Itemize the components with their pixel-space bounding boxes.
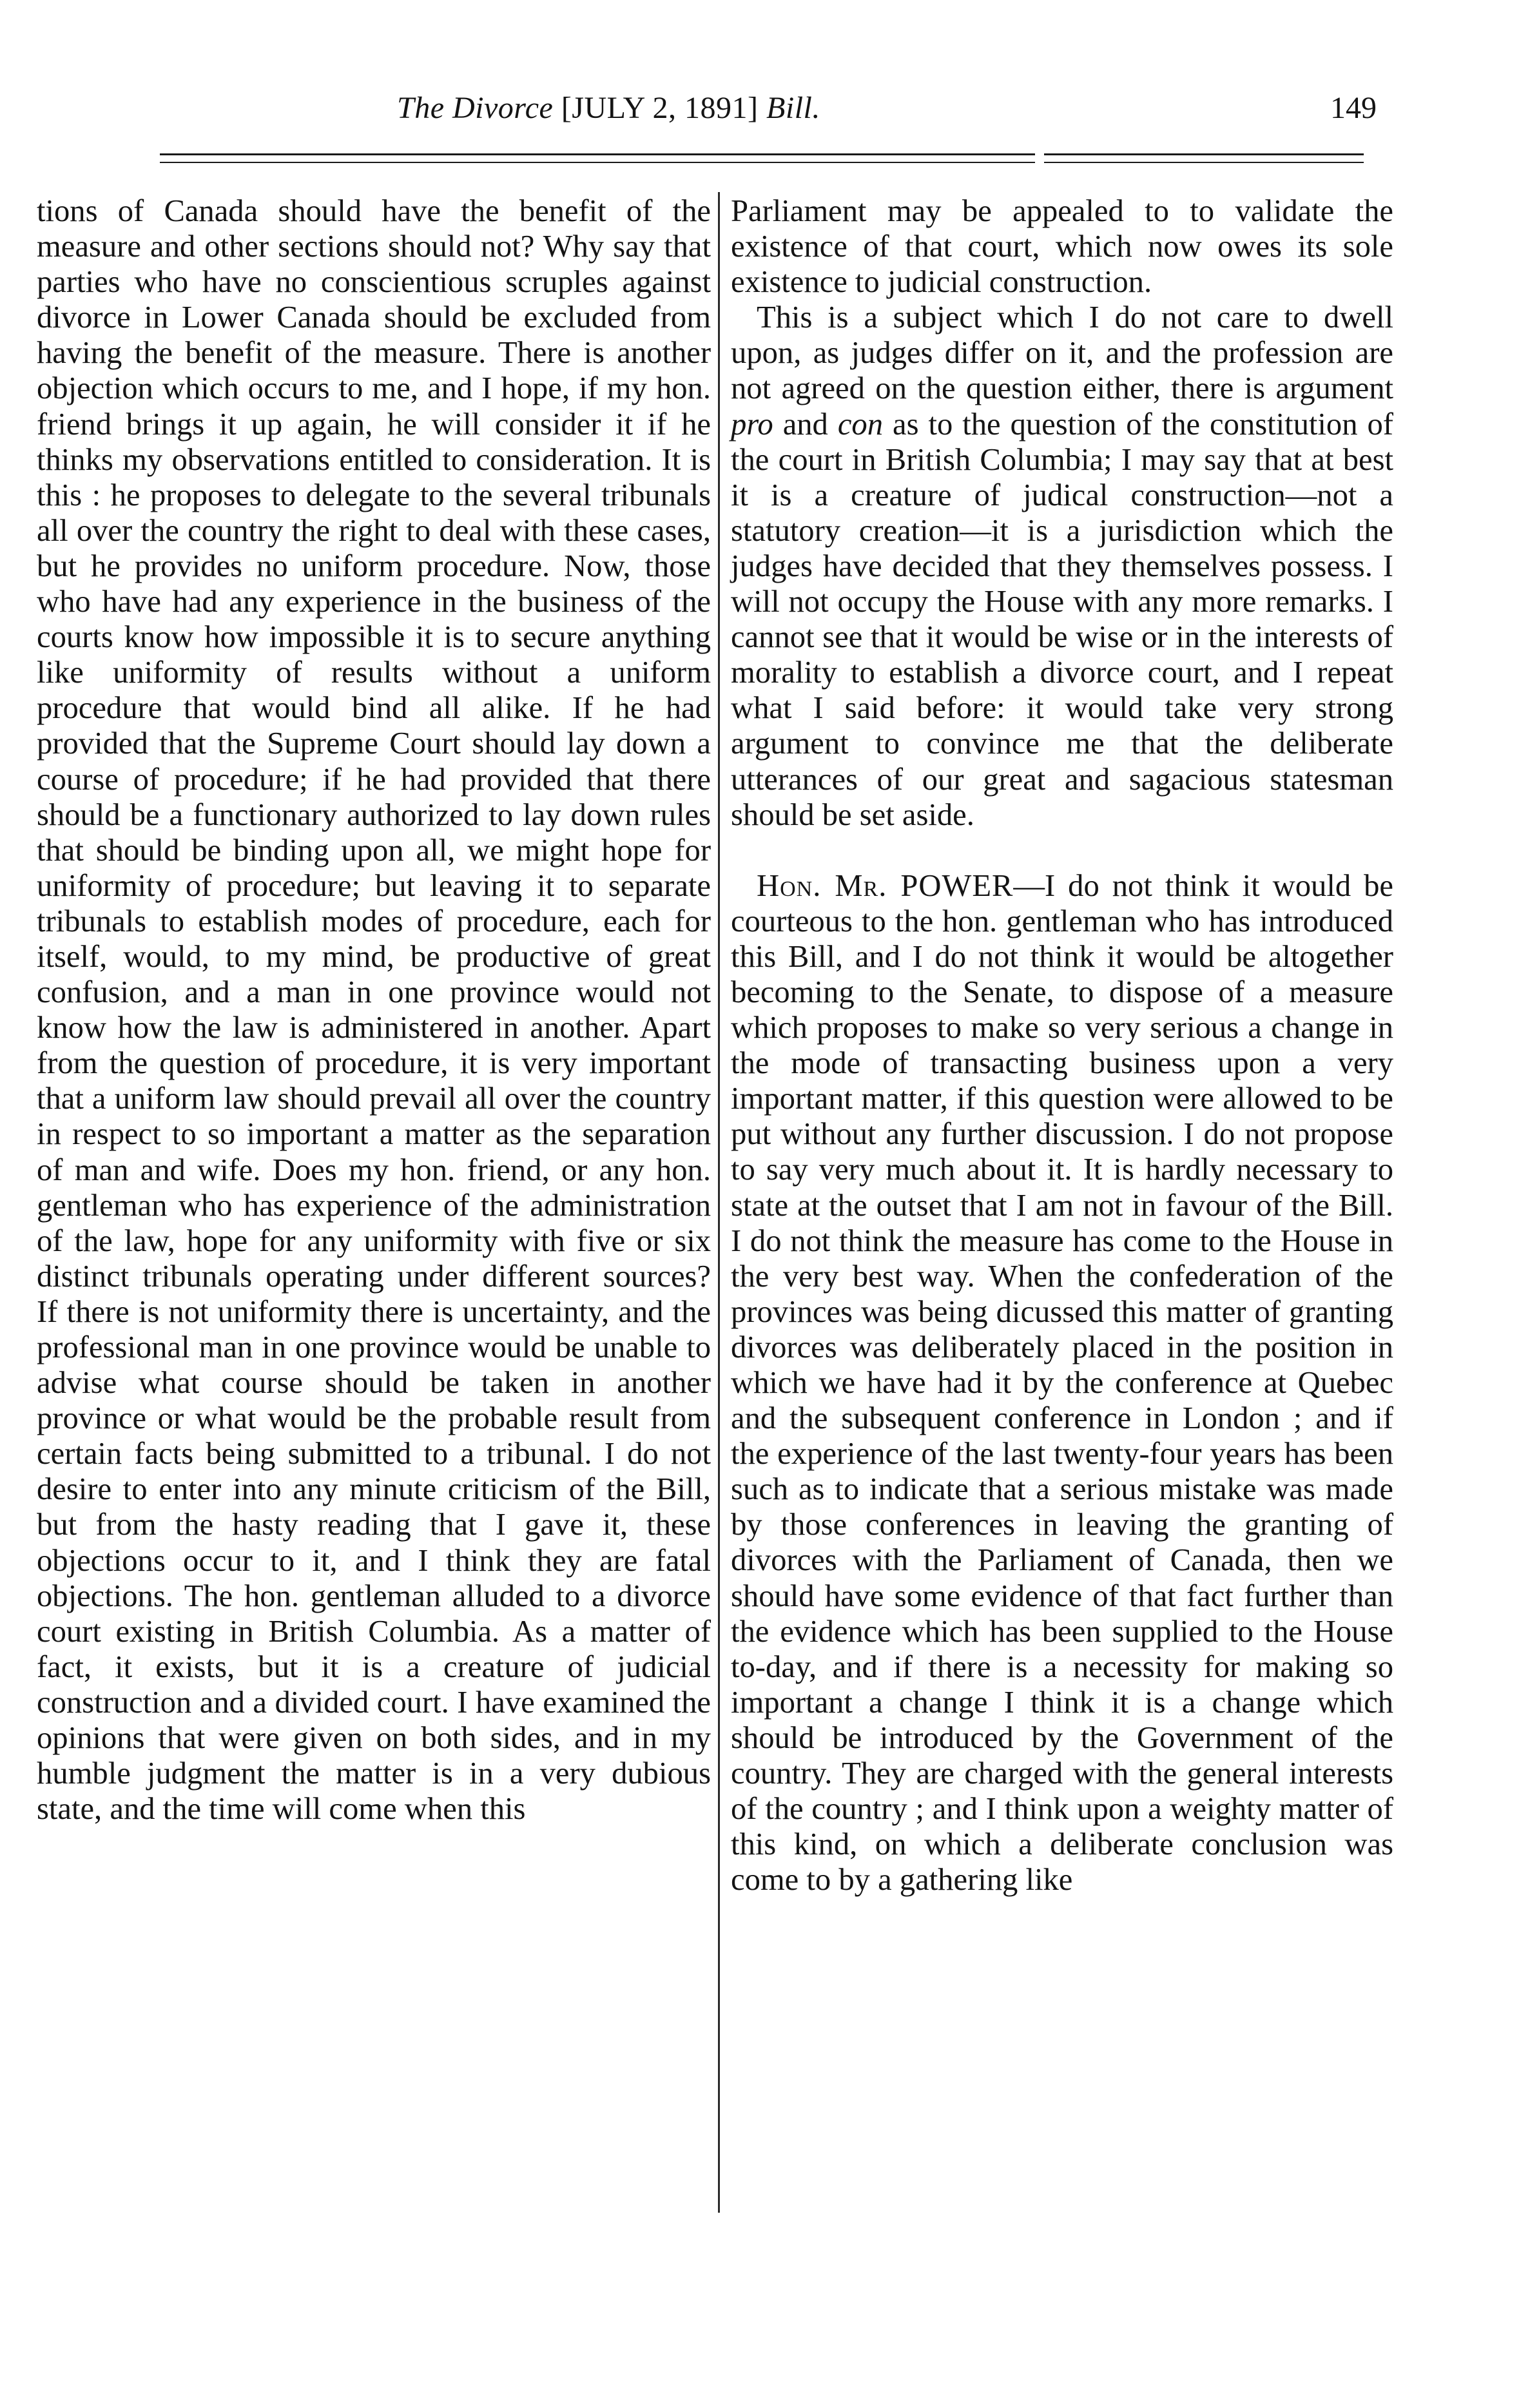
running-title-part-2: Bill. — [766, 91, 820, 125]
left-paragraph-1: tions of Canada should have the benefit of the measure and other sections should not? Why say that parties who have no conscientious scruples against divorce in Lower Canada should be excluded from having the benefit of the measure. There is another objection which occurs to me, and I hope, if my hon. friend brings it up again, he will consider it if he thinks my observations entitled to consideration. It is this : he proposes to delegate to the several tribunals all over the country the right to deal with these cases, but he provides no uniform procedure. Now, those who have had any experience in the business of the courts know how impossible it is to secure anything like uniformity of results without a uniform procedure that would bind all alike. If he had provided that the Supreme Court should lay down a course of procedure; if he had provided that there should be a functionary authorized to lay down rules that should be binding upon all, we might hope for uniformity of procedure; but leaving it to separate tribunals to establish modes of procedure, each for itself, would, to my mind, be productive of great confusion, and a man in one province would not know how the law is administered in another. Apart from the question of procedure, it is very important that a uniform law should prevail all over the country in respect to so important a matter as the separation of man and wife. Does my hon. friend, or any hon. gentleman who has experience of the administration of the law, hope for any uniformity with five or six distinct tribunals operating under different sources? If there is not uniformity there is uncertainty, and the professional man in one province would be unable to advise what course should be taken in another province or what would be the probable result from certain facts being submitted to a tribunal. I do not desire to enter into any minute criticism of the Bill, but from the hasty reading that I gave it, these objections occur to it, and I think they are fatal objections. The hon. gentleman alluded to a divorce court existing in British Columbia. As a matter of fact, it exists, but it is a creature of judicial construction and a divided court. I have examined the opinions that were given on both sides, and in my humble judgment the matter is in a very dubious state, and the time will come when this — [37, 193, 711, 1827]
right-paragraph-2-con: con — [837, 406, 884, 442]
right-column — [731, 193, 1393, 1898]
right-paragraph-3-text: —I do not think it would be courteous to the hon. gentleman who has introduced this Bill, and I do not think it would be altogether becoming to the Senate, to dispose of a measure which proposes to make so very serious a change in the mode of transacting business upon a very important matter, if this question were allowed to be put without any further discussion. I do not propose to say very much about it. It is hardly necessary to state at the outset that I am not in favour of the Bill. I do not think the measure has come to the House in the very best way. When the confederation of the provinces was being dicussed this matter of granting divorces was deliberately placed in the position in which we have had it by the conference at Quebec and the subsequent conference in London ; and if the experience of the last twenty-four years has been such as to indicate that a serious mistake was made by those conferences in leaving the granting of divorces with the Parliament of Canada, then we should have some evidence of that fact further than the evidence which has been supplied to the House to-day, and if there is a necessity for making so important a change I think it is a change which should be introduced by the Government of the country. They are charged with the general interests of the country ; and I think upon a weighty matter of this kind, on which a deliberate conclusion was come to by a gathering like — [731, 868, 1393, 1898]
right-paragraph-3 — [731, 868, 1393, 1898]
left-column — [37, 193, 711, 1827]
running-title — [397, 89, 820, 128]
right-paragraph-2-and: and — [782, 406, 828, 442]
page-header — [155, 89, 1386, 134]
speaker-name: Hon. Mr. POWER — [757, 868, 1014, 903]
page-number: 149 — [1330, 91, 1377, 125]
right-paragraph-2-text-a: This is a subject which I do not care to dwell upon, as judges differ on it, and the profession are not agreed on the question either, there is argument — [731, 300, 1393, 406]
header-rule-right — [1044, 153, 1364, 163]
column-divider — [718, 192, 720, 2213]
right-paragraph-2-text-b: as to the question of the constitution of the court in British Columbia; I may say that at best it is a creature of judical construction—not a statutory creation—it is a jurisdiction which the judges have decided that they themselves possess. I will not occupy the House with any more remarks. I cannot see that it would be wise or in the interests of morality to establish a divorce court, and I repeat what I said before: it would take very strong argument to convince me that the deliberate utterances of our great and sagacious statesman should be set aside. — [731, 406, 1393, 832]
running-title-part-1: The Divorce — [397, 91, 554, 125]
running-title-date: [JULY 2, 1891] — [561, 91, 759, 125]
header-rule-left — [160, 153, 1035, 163]
right-paragraph-2-pro: pro — [731, 406, 773, 442]
right-paragraph-2 — [731, 300, 1393, 832]
right-paragraph-1: Parliament may be appealed to to validate the existence of that court, which now owes its sole existence to judicial construction. — [731, 193, 1393, 300]
